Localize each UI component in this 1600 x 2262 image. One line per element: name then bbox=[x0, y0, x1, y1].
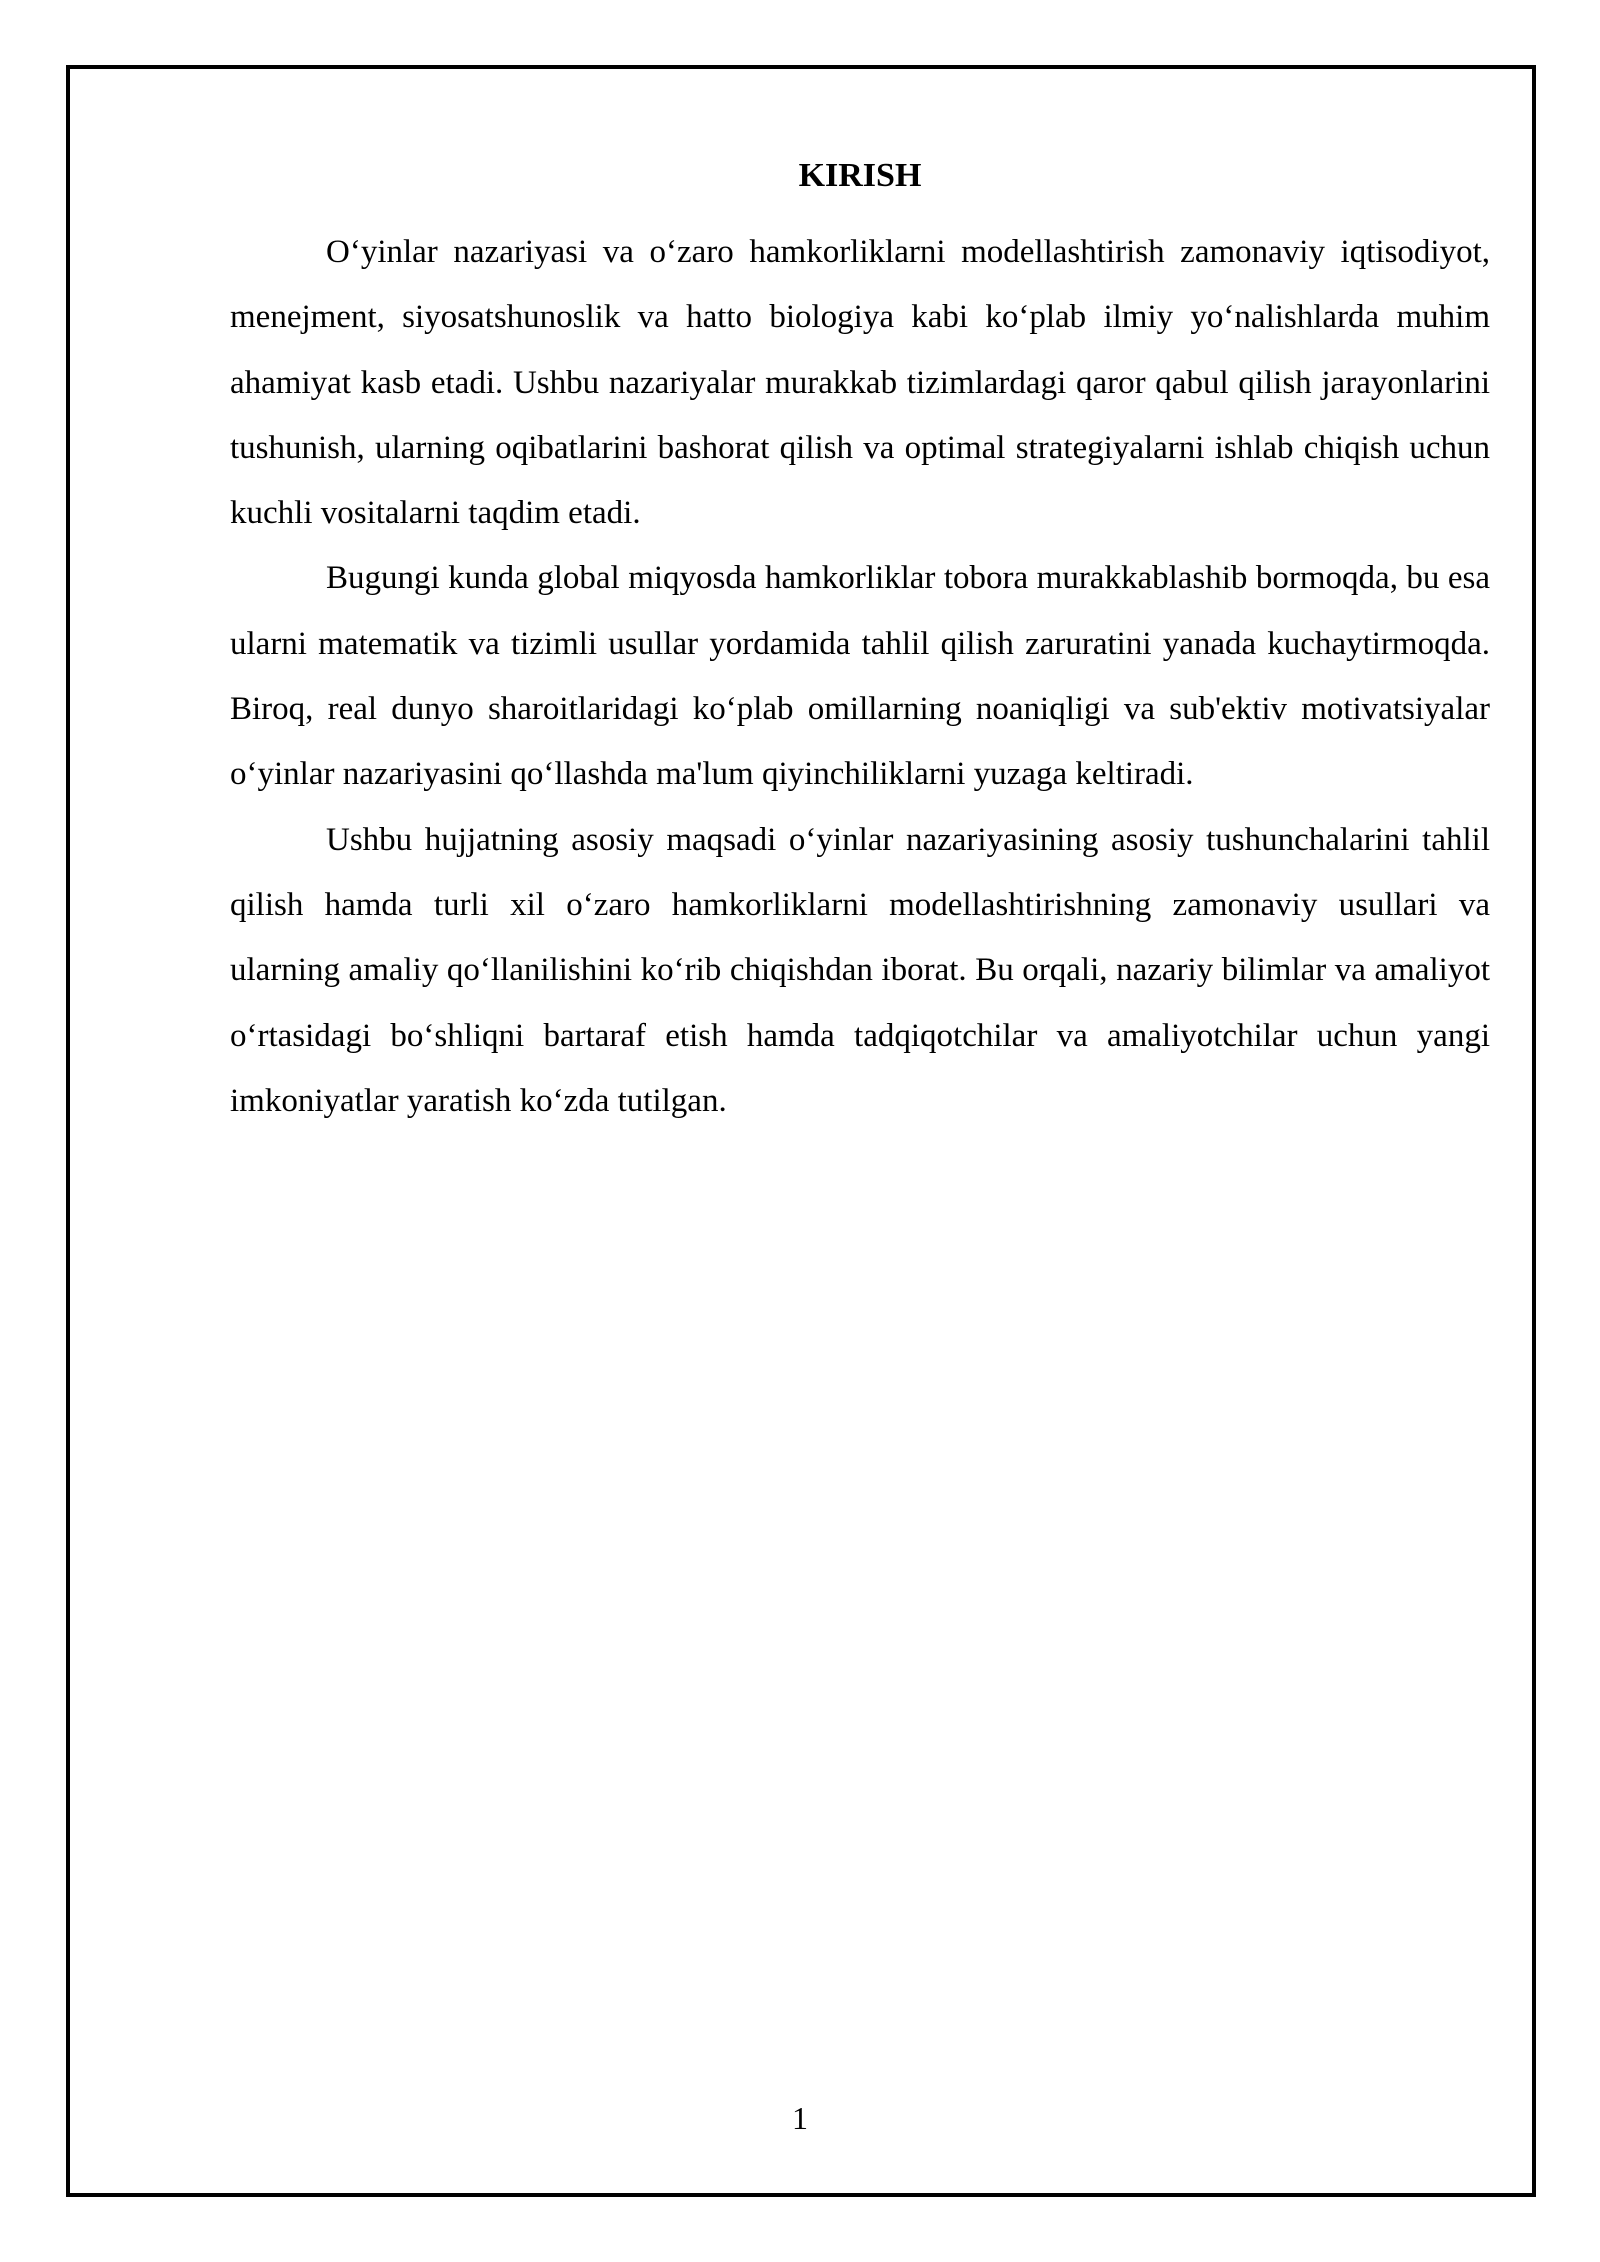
paragraph-intro: O‘yinlar nazariyasi va o‘zaro hamkorliklarni modellashtirish zamonaviy iqtisodiyot, menejment, siyosatshunoslik va hatto biologiya kabi ko‘plab ilmiy yo‘nalishlarda muhim ahamiyat kasb etadi. Ushbu nazariyalar murakkab tizimlardagi qaror qabul qilish jarayonlarini tushunish, ularning oqibatlarini bashorat qilish va optimal strategiyalarni ishlab chiqish uchun kuchli vositalarni taqdim etadi. bbox=[230, 234, 1490, 532]
page-number: 1 bbox=[792, 2100, 808, 2136]
document-title: KIRISH bbox=[798, 157, 922, 194]
document-body bbox=[230, 148, 1490, 1134]
paragraph-purpose: Ushbu hujjatning asosiy maqsadi o‘yinlar nazariyasining asosiy tushunchalarini tahlil qilish hamda turli xil o‘zaro hamkorliklarni modellashtirishning zamonaviy usullari va ularning amaliy qo‘llanilishini ko‘rib chiqishdan iborat. Bu orqali, nazariy bilimlar va amaliyot o‘rtasidagi bo‘shliqni bartaraf etish hamda tadqiqotchilar va amaliyotchilar uchun yangi imkoniyatlar yaratish ko‘zda tutilgan. bbox=[230, 821, 1490, 1119]
paragraph-context: Bugungi kunda global miqyosda hamkorliklar tobora murakkablashib bormoqda, bu esa ularni matematik va tizimli usullar yordamida tahlil qilish zaruratini yanada kuchaytirmoqda. Biroq, real dunyo sharoitlaridagi ko‘plab omillarning noaniqligi va sub'ektiv motivatsiyalar o‘yinlar nazariyasini qo‘llashda ma'lum qiyinchiliklarni yuzaga keltiradi. bbox=[230, 560, 1490, 793]
